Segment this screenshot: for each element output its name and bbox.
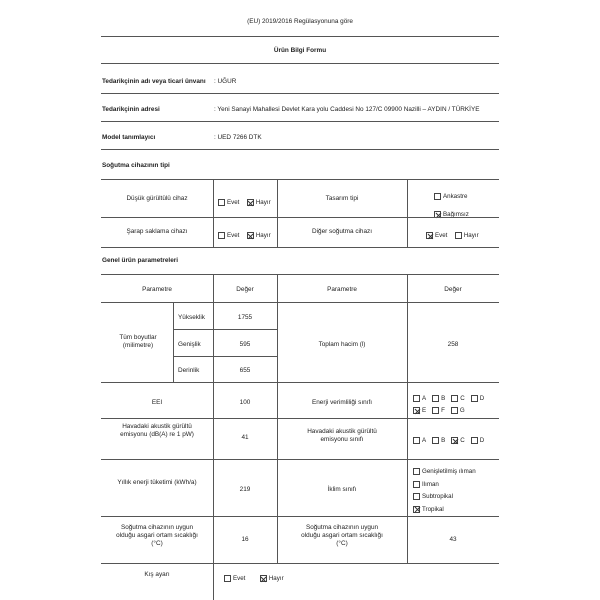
energy-class-options (413, 389, 490, 413)
checkbox-icon[interactable] (413, 395, 420, 402)
low-noise-yes-option[interactable]: Evet (218, 199, 239, 206)
model-label: Model tanımlayıcı (102, 134, 156, 141)
class-option[interactable]: Genişletilmiş ılıman (413, 468, 476, 475)
annual-energy-value: 219 (239, 486, 251, 493)
eei-value: 100 (239, 399, 251, 406)
annual-energy-label: Yıllık enerji tüketimi (kWh/a) (117, 479, 197, 486)
class-option[interactable]: A (413, 395, 426, 402)
class-option[interactable]: Ilıman (413, 481, 439, 488)
checkbox-icon[interactable] (247, 232, 254, 239)
energy-class-row (413, 401, 490, 413)
checkbox-icon[interactable] (434, 193, 441, 200)
divider (101, 274, 499, 275)
total-volume-label: Toplam hacim (l) (318, 341, 366, 348)
low-noise-no-option[interactable]: Hayır (247, 199, 271, 206)
checkbox-icon[interactable] (432, 395, 439, 402)
checkbox-icon[interactable] (218, 199, 225, 206)
divider (101, 36, 499, 37)
checkbox-icon[interactable] (224, 575, 231, 582)
energy-class-label: Enerji verimliliği sınıfı (311, 399, 372, 406)
checkbox-icon[interactable] (471, 437, 478, 444)
design-option[interactable]: Ankastre (434, 193, 467, 200)
noise-class-options (413, 431, 490, 443)
cooling-type-title: Soğutma cihazının tipi (102, 162, 170, 169)
class-option[interactable]: G (451, 407, 465, 414)
wine-yes-option[interactable]: Evet (218, 232, 239, 239)
dimensions-label: Tüm boyutlar (milimetre) (119, 334, 157, 349)
model-value: : UED 7266 DTK (214, 134, 262, 141)
col-parameter: Parametre (327, 286, 357, 293)
other-no-option[interactable]: Hayır (455, 232, 479, 239)
winter-no-option[interactable]: Hayır (260, 575, 284, 582)
checkbox-icon[interactable] (471, 395, 478, 402)
noise-emission-value: 41 (241, 434, 249, 441)
class-option[interactable]: Tropikal (413, 506, 444, 513)
winter-yes-option[interactable]: Evet (224, 575, 245, 582)
noise-class-label: Havadaki akustik gürültü emisyonu sınıfı (307, 428, 377, 443)
divider (101, 63, 499, 64)
class-option[interactable]: A (413, 437, 426, 444)
class-option[interactable]: C (451, 437, 464, 444)
supplier-address-label: Tedarikçinin adresi (102, 106, 160, 113)
divider (101, 247, 499, 248)
checkbox-icon[interactable] (218, 232, 225, 239)
other-cooling-options (426, 226, 479, 244)
checkbox-icon[interactable] (260, 575, 267, 582)
height-value: 1755 (237, 314, 253, 321)
checkbox-icon[interactable] (413, 493, 420, 500)
checkbox-icon[interactable] (455, 232, 462, 239)
wine-storage-options (218, 226, 271, 244)
width-label: Genişlik (178, 341, 201, 348)
height-label: Yükseklik (178, 314, 205, 321)
class-option[interactable]: B (432, 395, 445, 402)
other-cooling-label: Diğer soğutma cihazı (311, 228, 373, 235)
class-option[interactable]: D (471, 437, 484, 444)
checkbox-icon[interactable] (413, 407, 420, 414)
climate-class-options (413, 462, 481, 512)
class-option[interactable]: C (451, 395, 464, 402)
supplier-address-value: : Yeni Sanayi Mahallesi Devlet Kara yolu Caddesi No 127/C 09900 Nazilli – AYDIN / TÜRKİYE (214, 106, 480, 113)
wine-no-option[interactable]: Hayır (247, 232, 271, 239)
max-ambient-temp-value: 43 (449, 536, 457, 543)
regulation-text: (EU) 2019/2016 Regülasyonuna göre (247, 18, 353, 25)
eei-label: EEI (151, 399, 163, 406)
supplier-name-label: Tedarikçinin adı veya ticari ünvanı (102, 78, 206, 85)
checkbox-icon[interactable] (451, 407, 458, 414)
supplier-name-value: : UĞUR (214, 78, 237, 85)
divider (101, 179, 499, 180)
divider (101, 93, 499, 94)
min-ambient-temp-value: 16 (241, 536, 249, 543)
checkbox-icon[interactable] (432, 437, 439, 444)
design-option[interactable]: Bağımsız (434, 211, 469, 218)
class-option[interactable]: D (471, 395, 484, 402)
general-params-title: Genel ürün parametreleri (102, 257, 179, 264)
col-value: Değer (444, 286, 462, 293)
checkbox-icon[interactable] (451, 437, 458, 444)
checkbox-icon[interactable] (451, 395, 458, 402)
divider (101, 149, 499, 150)
width-value: 595 (239, 341, 251, 348)
divider (101, 217, 499, 218)
other-yes-option[interactable]: Evet (426, 232, 447, 239)
checkbox-icon[interactable] (413, 506, 420, 513)
divider (101, 121, 499, 122)
form-title: Ürün Bilgi Formu (273, 47, 327, 54)
checkbox-icon[interactable] (413, 468, 420, 475)
checkbox-icon[interactable] (413, 437, 420, 444)
low-noise-label: Düşük gürültülü cihaz (126, 195, 188, 202)
depth-label: Derinlik (178, 367, 200, 374)
noise-emission-label: Havadaki akustik gürültü emisyonu (dB(A) re 1 pW) (120, 423, 194, 438)
checkbox-icon[interactable] (426, 232, 433, 239)
max-ambient-temp-label: Soğutma cihazının uygun olduğu asgari ortam sıcaklığı (°C) (301, 524, 383, 547)
class-option[interactable]: B (432, 437, 445, 444)
checkbox-icon[interactable] (413, 481, 420, 488)
design-type-label: Tasarım tipi (325, 195, 359, 202)
low-noise-options (218, 193, 271, 211)
depth-value: 655 (239, 367, 251, 374)
class-option[interactable]: E (413, 407, 426, 414)
class-option[interactable]: Subtropikal (413, 493, 453, 500)
col-parameter: Parametre (142, 286, 172, 293)
energy-class-row (413, 389, 490, 401)
checkbox-icon[interactable] (432, 407, 439, 414)
class-option[interactable]: F (432, 407, 445, 414)
checkbox-icon[interactable] (247, 199, 254, 206)
noise-class-row (413, 431, 490, 443)
climate-class-label: İklim sınıfı (327, 486, 357, 493)
col-value: Değer (236, 286, 254, 293)
winter-setting-options (224, 569, 284, 587)
min-ambient-temp-label: Soğutma cihazının uygun olduğu asgari ortam sıcaklığı (°C) (116, 524, 198, 547)
wine-storage-label: Şarap saklama cihazı (126, 228, 188, 235)
total-volume-value: 258 (447, 341, 459, 348)
winter-setting-label: Kış ayarı (144, 571, 170, 578)
